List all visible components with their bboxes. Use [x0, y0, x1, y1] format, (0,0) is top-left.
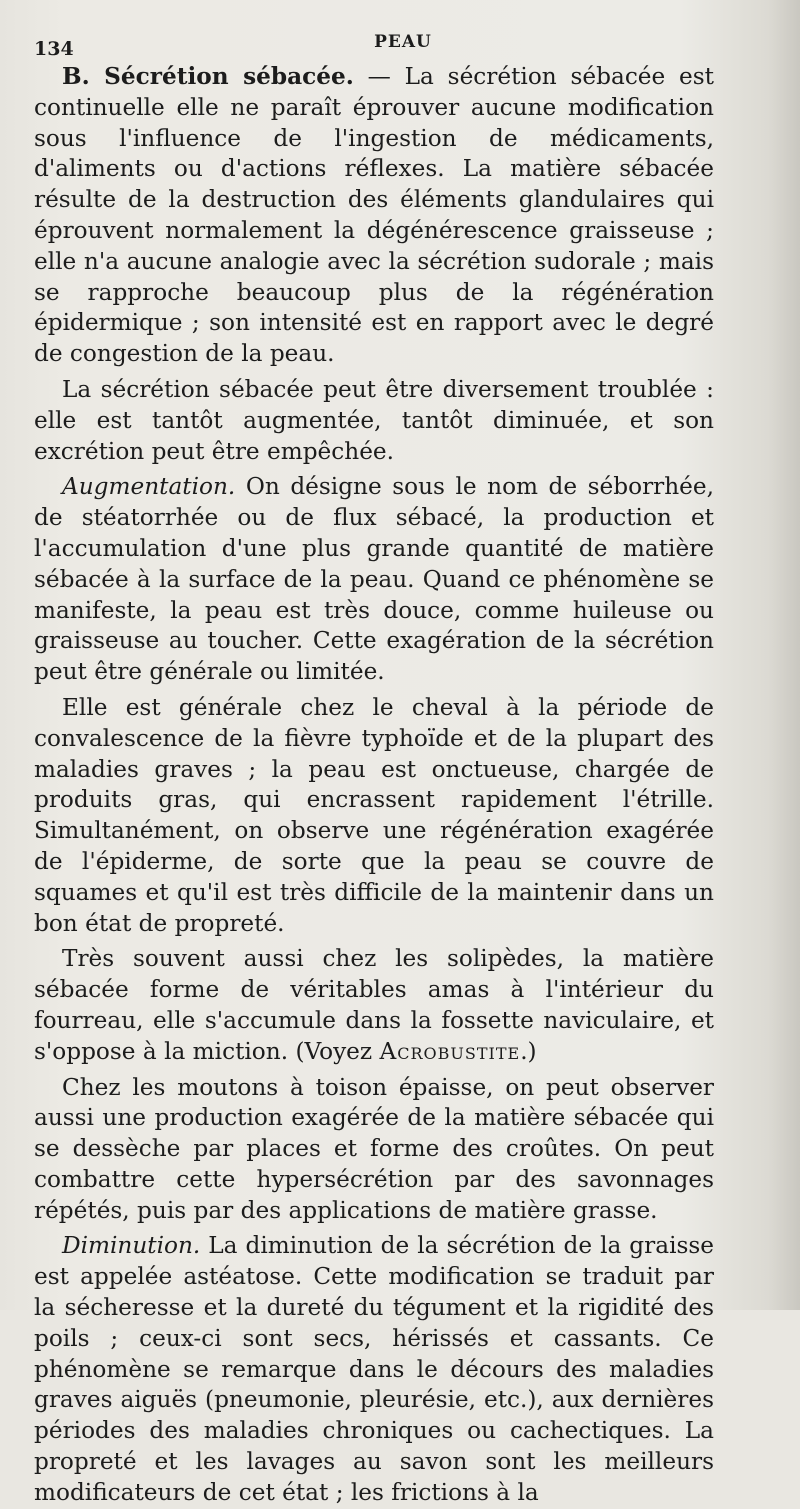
subsection-heading-augmentation: Augmentation.	[62, 473, 236, 501]
running-head: PEAU	[374, 32, 432, 52]
paragraph-cheval	[34, 693, 714, 939]
paragraph-text: — La sécrétion sébacée est continuelle elle ne paraît éprouver aucune modification sous l'influence de l'ingestion de médicaments, d'aliments ou d'actions réflexes. La matière sébacée résulte de la destruction des éléments glandulaires qui éprouvent normalement la dégénérescence graisseuse ; elle n'a aucune analogie avec la sécrétion sudorale ; mais se rapproche beaucoup plus de la régénération épidermique ; son intensité est en rapport avec le degré de congestion de la peau.	[34, 63, 714, 368]
cross-reference-open: (Voyez	[288, 1037, 380, 1065]
paragraph-text: Très souvent aussi chez les solipèdes, la matière sébacée forme de véritables amas à l'intérieur du fourreau, elle s'accumule dans la fossette naviculaire, et s'oppose à la miction.	[34, 945, 714, 1065]
paragraph-text: Elle est générale chez le cheval à la période de convalescence de la fièvre typhoïde et de la plupart des maladies graves ; la peau est onctueuse, chargée de produits gras, qui encrassent rapidement l'étrille. Simultanément, on observe une régénération exagérée de l'épiderme, de sorte que la peau se couvre de squames et qu'il est très difficile de la maintenir dans un bon état de propreté.	[34, 693, 714, 937]
page-number: 134	[34, 38, 74, 60]
section-heading: B. Sécrétion sébacée.	[62, 63, 354, 90]
cross-reference-close: .)	[520, 1037, 537, 1065]
paragraph-troubles	[34, 375, 714, 467]
paragraph-augmentation	[34, 472, 714, 688]
cross-reference-acrobustite: Acrobustite	[379, 1037, 521, 1065]
body-text	[34, 62, 714, 1509]
paragraph-text: On désigne sous le nom de séborrhée, de stéatorrhée ou de flux sébacé, la production et l'accumulation d'une plus grande quantité de matière sébacée à la surface de la peau. Quand ce phénomène se manifeste, la peau est très douce, comme huileuse ou graisseuse au toucher. Cette exagération de la sécrétion peut être générale ou limitée.	[34, 473, 714, 686]
paragraph-diminution	[34, 1231, 714, 1508]
paragraph-moutons	[34, 1073, 714, 1227]
paragraph-text: Chez les moutons à toison épaisse, on peut observer aussi une production exagérée de la matière sébacée qui se dessèche par places et forme des croûtes. On peut combattre cette hypersécrétion par des savonnages répétés, puis par des applications de matière grasse.	[34, 1073, 714, 1224]
page-header	[34, 32, 772, 60]
paragraph-secretion-sebacee	[34, 62, 714, 370]
paragraph-solipedes	[34, 944, 714, 1067]
paragraph-text: La diminution de la sécrétion de la graisse est appelée astéatose. Cette modification se traduit par la sécheresse et la dureté du tégument et la rigidité des poils ; ceux-ci sont secs, hérissés et cassants. Ce phénomène se remarque dans le décours des maladies graves aiguës (pneumonie, pleurésie, etc.), aux dernières périodes des maladies chroniques ou cachectiques. La propreté et les lavages au savon sont les meilleurs modificateurs de cet état ; les frictions à la	[34, 1232, 714, 1506]
paragraph-text: La sécrétion sébacée peut être diversement troublée : elle est tantôt augmentée, tantôt diminuée, et son excrétion peut être empêchée.	[34, 375, 714, 465]
subsection-heading-diminution: Diminution.	[62, 1232, 201, 1260]
